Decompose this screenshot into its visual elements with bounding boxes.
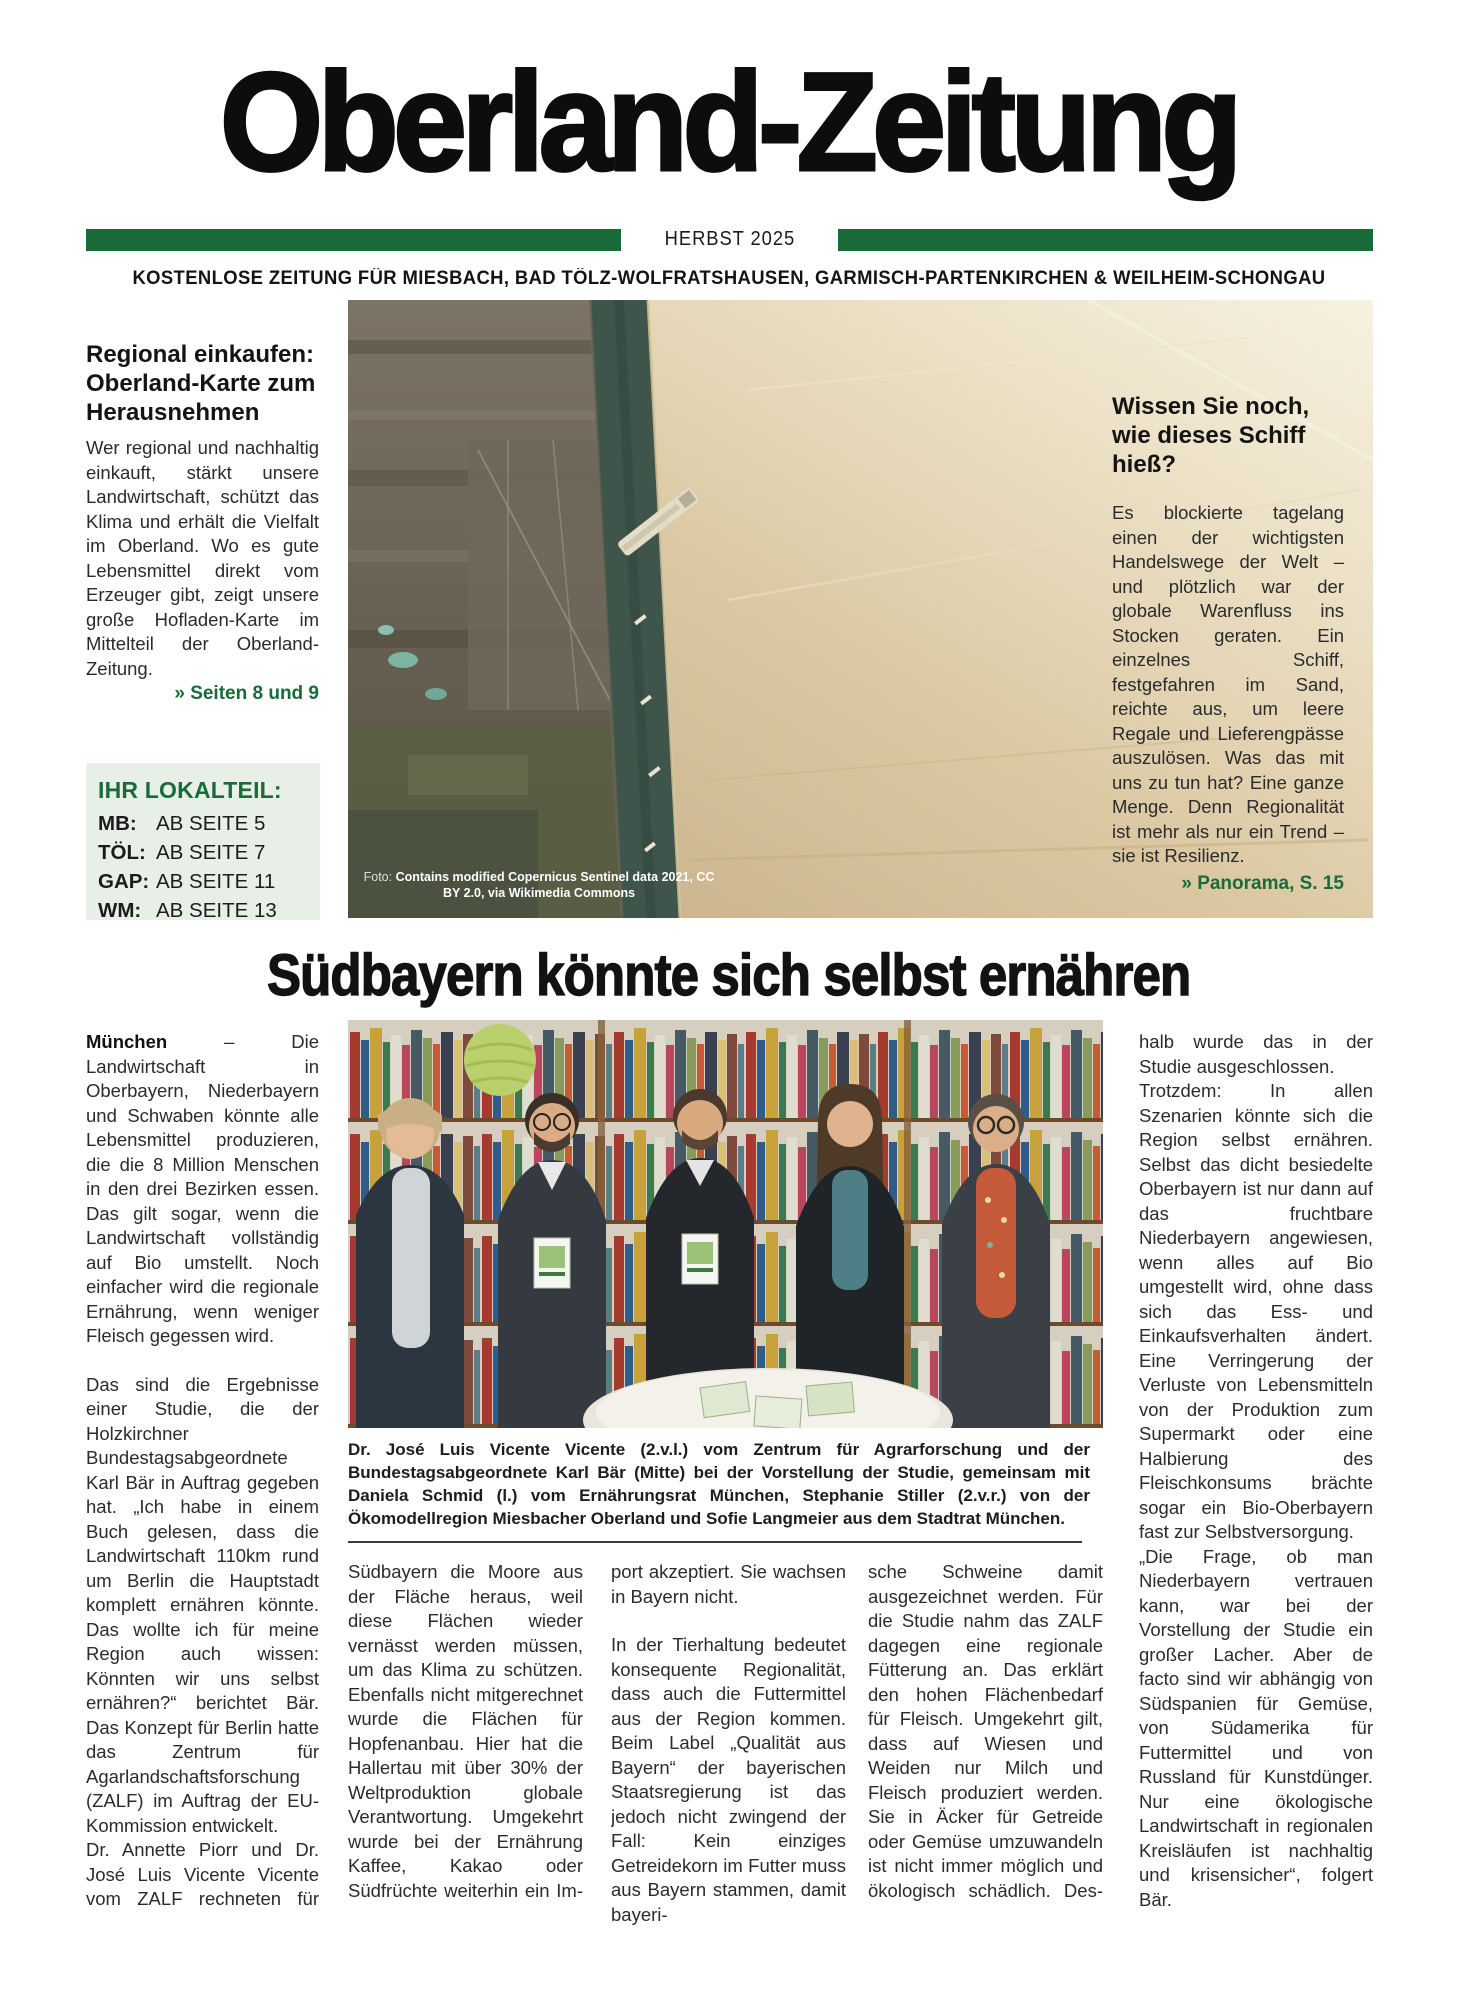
lokalteil-row (98, 838, 310, 867)
lokalteil-box (86, 763, 320, 920)
paragraph: Trotzdem: In allen Szenarien könnte sich die Region selbst ernähren. Selbst das dicht besiedelte Oberbayern ist nur dann auf das fruchtbare Niederbayern angewiesen, wenn alles auf Bio umgestellt wird, ohne dass sich das Ess- und Einkaufsverhalten ändert. Eine Verringerung der Verluste von Lebensmitteln von der Produktion zum Supermarkt oder eine Halbierung des Fleischkonsums brächte sogar ein Bio-Oberbayern fast zur Selbstversorgung. (1139, 1080, 1373, 1542)
paragraph: sche Schweine damit ausgezeichnet werden. Für die Studie nahm das ZALF dagegen eine regionale Fütterung an. Das erklärt den hohen Flächenbedarf für Fleisch. Umgekehrt gilt, dass auf Wiesen und Weiden nur Milch und Fleisch produziert werden. Sie in Äcker für Getreide oder Gemüse umzuwandeln ist nicht immer möglich und ökologisch schädlich. Des- (868, 1561, 1103, 1901)
paragraph: Das sind die Ergebnisse einer Studie, die der Holzkirchner Bundestagsabgeordnete Karl Bär in Auftrag gegeben hat. „Ich habe in einem Buch gelesen, dass die Landwirtschaft 110km rund um Berlin die Hauptstadt komplett ernähren könnte. Das wollte ich für meine Region auch wissen: Könnten wir uns selbst ernähren?“ berichtet Bär. Das Konzept für Berlin hatte das Zentrum für Agarlandschaftsforschung (ZALF) im Auftrag der EU-Kommission entwickelt. (86, 1373, 319, 1836)
lokalteil-value: AB SEITE 11 (156, 870, 276, 893)
article-column-5 (1139, 1030, 1373, 1996)
ship-teaser-body: Es blockierte tagelang einen der wichtigsten Handelswege der Welt – und plötzlich war der globale Warenfluss ins Stocken geraten. Ein einzelnes Schiff, festgefahren im Sand, reichte aus, um leere Regale und Lieferengpässe auszulösen. Was das mit uns zu tun hat? Eine ganze Menge. Denn Regionalität ist mehr als nur ein Trend – sie ist Resilienz. (1112, 502, 1344, 866)
paragraph: port akzeptiert. Sie wachsen in Bayern nicht. (611, 1561, 846, 1607)
lokalteil-label: TÖL: (98, 841, 146, 864)
paragraph: „Die Frage, ob man Niederbayern vertrauen kann, war bei der Vorstellung der Studie ein großer Lacher. Aber de facto sind wir abhängig von Südspanien für Gemüse, von Südamerika für Futtermittel und von Russland für Kunstdünger. Nur eine ökologische Landwirtschaft in regionalen Kreisläufen ist nachhaltig und krisensicher“, folgert Bär. (1139, 1545, 1373, 1910)
article-column-2 (348, 1560, 583, 1996)
brochure (682, 1234, 718, 1284)
main-headline: Südbayern könnte sich selbst ernähren (266, 943, 1191, 1008)
masthead-title: Oberland-Zeitung (219, 43, 1238, 200)
article-column-4 (868, 1560, 1103, 1996)
regional-teaser (86, 340, 319, 705)
lead-paragraph: München – Die Landwirtschaft in Oberbayern, Niederbayern und Schwaben könnte alle Lebensmittel produzieren, die die 8 Million Menschen in den drei Bezirken essen. Das gilt sogar, wenn die Landwirtschaft vollständig auf Bio umstellt. Noch einfacher wird die regionale Ernährung, wenn weniger Fleisch gegessen wird. (86, 1031, 319, 1346)
brochure (534, 1238, 570, 1288)
tagline: KOSTENLOSE ZEITUNG FÜR MIESBACH, BAD TÖLZ-WOLFRATSHAUSEN, GARMISCH-PARTENKIRCHEN & WEILHEIM-SCHONGAU (131, 268, 1326, 289)
photo-credit (363, 870, 715, 901)
lokalteil-row (98, 809, 310, 838)
library-photo-graphic (348, 1020, 1103, 1428)
paper-lantern (464, 1024, 536, 1096)
lokalteil-row (98, 896, 310, 925)
lokalteil-value: AB SEITE 13 (156, 899, 277, 922)
photo-caption: Dr. José Luis Vicente Vicente (2.v.l.) vom Zentrum für Agrarforschung und der Bundestagsabgeordnete Karl Bär (Mitte) bei der Vorstellung der Studie, gemeinsam mit Daniela Schmid (l.) vom Ernährungsrat München, Stephanie Stiller (2.v.r.) von der Ökomodellregion Miesbacher Oberland und Sofie Langmeier aus dem Stadtrat München. (348, 1440, 1090, 1528)
paragraph: Südbayern die Moore aus der Fläche heraus, weil diese Flächen wieder vernässt werden müssen, um das Klima zu schützen. Ebenfalls nicht mitgerechnet wurde die Flächen für Hopfenanbau. Hier hat die Hallertau mit über 30% der Weltproduktion globale Verantwortung. Umgekehrt wurde bei der Ernährung Kaffee, Kakao oder Südfrüchte weiterhin ein Im- (348, 1561, 583, 1901)
edition-date: HERBST 2025 (664, 228, 795, 250)
ship-teaser-heading: Wissen Sie noch, wie dieses Schiff hieß? (1112, 393, 1310, 478)
lokalteil-label: GAP: (98, 870, 150, 893)
lokalteil-heading: IHR LOKALTEIL: (98, 777, 282, 803)
ship-teaser-page-link[interactable]: » Panorama, S. 15 (1181, 872, 1344, 894)
article-column-1 (86, 1030, 319, 1996)
green-rule-right (838, 229, 1373, 251)
ship-teaser (1112, 392, 1344, 895)
lokalteil-value: AB SEITE 7 (156, 841, 266, 864)
caption-divider (348, 1541, 1082, 1543)
paragraph: Dr. Annette Piorr und Dr. José Luis Vicente Vicente vom ZALF rechneten für (86, 1839, 319, 1909)
paragraph: halb wurde das in der Studie ausgeschlossen. (1139, 1031, 1373, 1077)
photo-credit-prefix: Foto: (363, 870, 396, 884)
lokalteil-row (98, 867, 310, 896)
edition-bar (86, 228, 1373, 251)
lokalteil-label: WM: (98, 899, 142, 922)
lokalteil-value: AB SEITE 5 (156, 812, 266, 835)
article-column-3 (611, 1560, 846, 1996)
photo-credit-text: Contains modified Copernicus Sentinel data 2021, CC BY 2.0, via Wikimedia Commons (395, 870, 715, 900)
regional-teaser-heading: Regional einkaufen: Oberland-Karte zum Herausnehmen (86, 341, 316, 426)
regional-teaser-body: Wer regional und nachhaltig einkauft, stärkt unsere Landwirtschaft, schützt das Klima und erhält die Vielfalt im Oberland. Wo es gute Lebensmittel direkt vom Erzeuger gibt, zeigt unsere große Hofladen-Karte im Mittelteil der Oberland-Zeitung. (86, 437, 319, 679)
regional-teaser-page-link[interactable]: » Seiten 8 und 9 (174, 683, 319, 704)
green-rule-left (86, 229, 621, 251)
lokalteil-label: MB: (98, 812, 137, 835)
press-photo-library (348, 1020, 1103, 1428)
masthead (0, 43, 1457, 200)
paragraph: In der Tierhaltung bedeutet konsequente Regionalität, dass auch die Futtermittel aus der Region kommen. Beim Label „Qualität aus Bayern“ der bayerischen Staatsregierung ist das jedoch nicht zwingend der Fall: Kein einziges Getreidekorn im Futter muss aus Bayern stammen, damit bayeri- (611, 1634, 846, 1925)
dateline: München (86, 1031, 168, 1052)
